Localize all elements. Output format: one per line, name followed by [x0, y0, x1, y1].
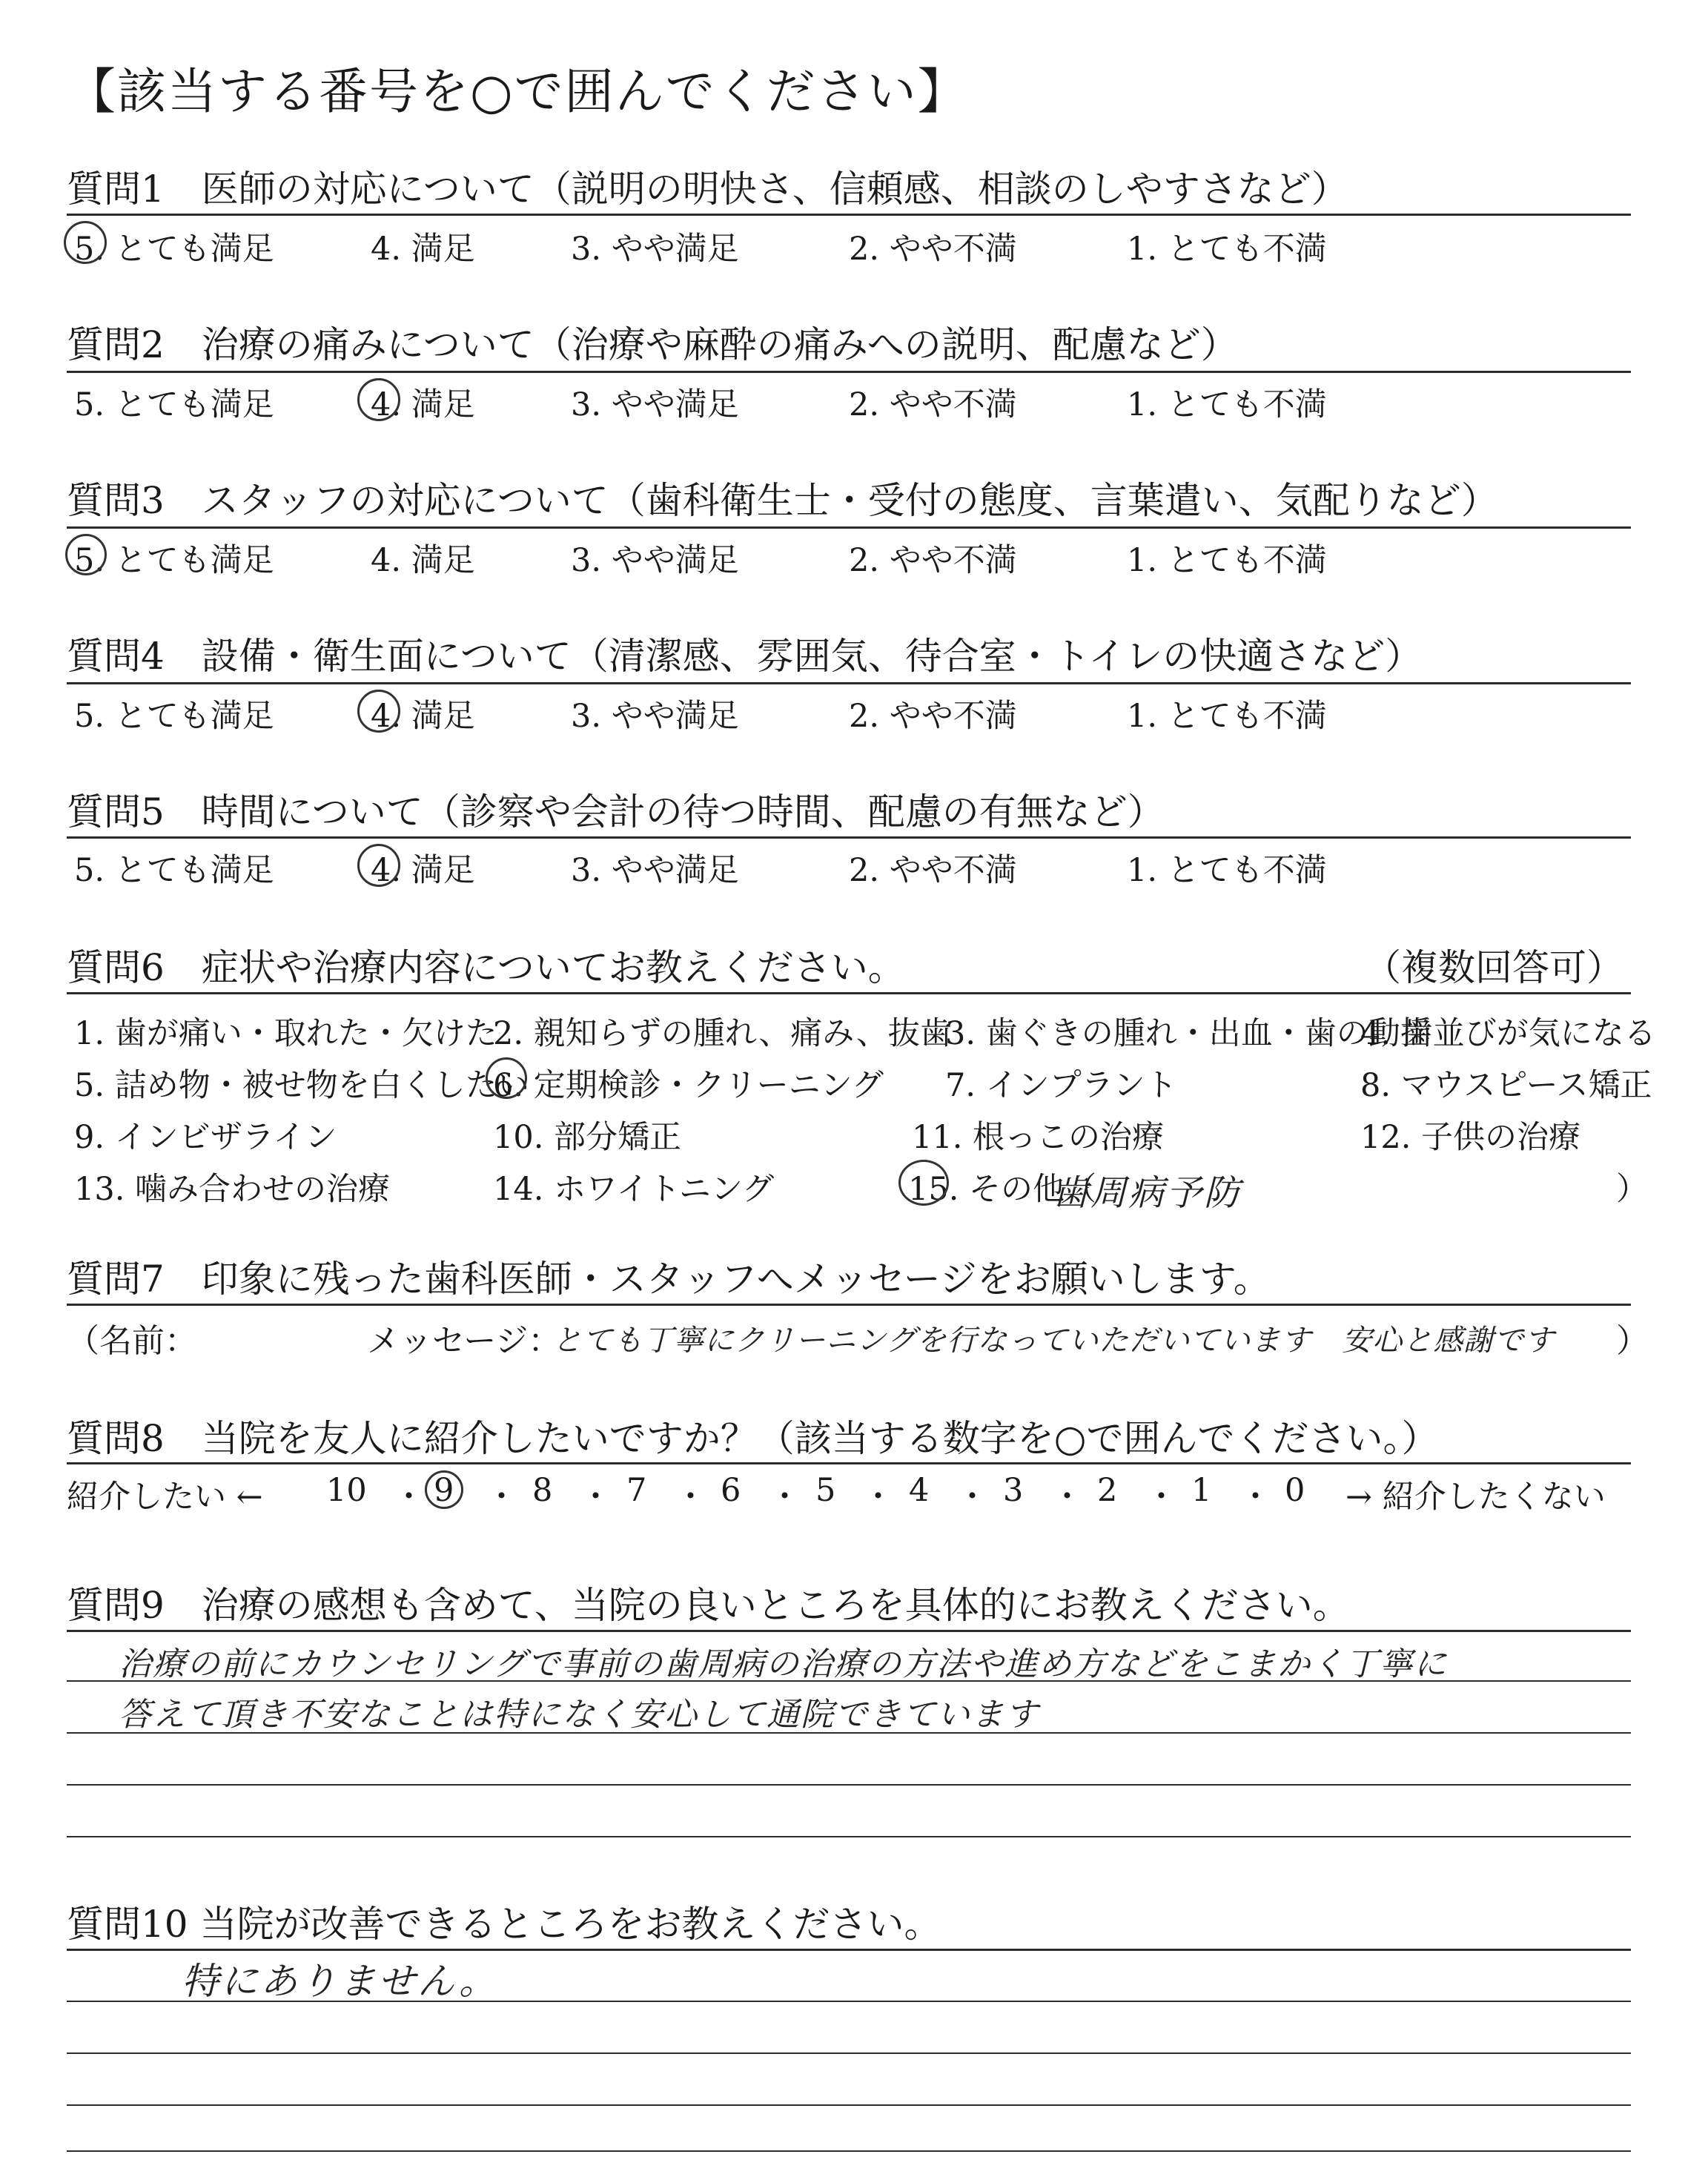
- q10-answer: 特にありません。: [182, 1960, 498, 2003]
- q1-option-5[interactable]: 5. とても満足: [74, 231, 274, 268]
- answer-line: [67, 2052, 1631, 2054]
- q6-item-2[interactable]: 2. 親知らずの腫れ、痛み、抜歯: [493, 1015, 952, 1052]
- answer-line: [67, 1784, 1631, 1786]
- q8-right-label: → 紹介したくない: [1345, 1479, 1606, 1516]
- q6-item-12[interactable]: 12. 子供の治療: [1360, 1119, 1581, 1156]
- q8-score-2[interactable]: 2: [1097, 1472, 1118, 1509]
- q8-dot: ・: [1051, 1479, 1083, 1516]
- q6-item-8[interactable]: 8. マウスピース矯正: [1360, 1067, 1652, 1104]
- q6-item-9[interactable]: 9. インビザライン: [74, 1119, 337, 1156]
- q5-option-4[interactable]: 4. 満足: [371, 852, 475, 889]
- divider: [67, 682, 1631, 684]
- q1-option-4[interactable]: 4. 満足: [371, 231, 475, 268]
- q8-score-10[interactable]: 10: [326, 1472, 367, 1509]
- q5-option-1[interactable]: 1. とても不満: [1127, 852, 1327, 889]
- q8-dot: ・: [862, 1479, 894, 1516]
- q8-score-7[interactable]: 7: [626, 1472, 647, 1509]
- q5-option-3[interactable]: 3. やや満足: [571, 852, 739, 889]
- q2-option-5[interactable]: 5. とても満足: [74, 386, 274, 423]
- answer-line: [67, 2104, 1631, 2106]
- q6-item-1[interactable]: 1. 歯が痛い・取れた・欠けた: [74, 1015, 497, 1052]
- divider: [67, 526, 1631, 529]
- q3-title: 質問3 スタッフの対応について（歯科衛生士・受付の態度、言葉遣い、気配りなど）: [67, 479, 1498, 522]
- selection-circle: [357, 378, 400, 421]
- divider: [67, 992, 1631, 994]
- q6-item-4[interactable]: 4. 歯並びが気になる: [1360, 1015, 1656, 1052]
- q6-item-6[interactable]: 6. 定期検診・クリーニング: [493, 1067, 884, 1104]
- q6-item-15[interactable]: 15. その他（: [908, 1171, 1097, 1208]
- q8-score-1[interactable]: 1: [1191, 1472, 1212, 1509]
- q2-option-1[interactable]: 1. とても不満: [1127, 386, 1327, 423]
- q4-title: 質問4 設備・衛生面について（清潔感、雰囲気、待合室・トイレの快適さなど）: [67, 635, 1423, 678]
- q2-option-2[interactable]: 2. やや不満: [849, 386, 1017, 423]
- q6-close-paren: ）: [1616, 1171, 1648, 1208]
- q5-option-5[interactable]: 5. とても満足: [74, 852, 274, 889]
- selection-circle: [65, 534, 107, 575]
- q2-title: 質問2 治療の痛みについて（治療や麻酔の痛みへの説明、配慮など）: [67, 323, 1238, 366]
- q9-answer-line-1: 治療の前にカウンセリングで事前の歯周病の治療の方法や進め方などをこまかく丁寧に: [119, 1645, 1449, 1683]
- q6-item-10[interactable]: 10. 部分矯正: [493, 1119, 682, 1156]
- selection-circle: [357, 844, 400, 887]
- selection-circle: [357, 690, 400, 733]
- q6-other-answer: 歯周病予防: [1053, 1172, 1242, 1214]
- q8-dot: ・: [1239, 1479, 1271, 1516]
- q4-option-4[interactable]: 4. 満足: [371, 698, 475, 735]
- selection-circle: [425, 1470, 463, 1509]
- divider: [67, 1304, 1631, 1306]
- q6-item-11[interactable]: 11. 根っこの治療: [912, 1119, 1165, 1156]
- q8-left-label: 紹介したい ←: [67, 1479, 263, 1516]
- q3-option-3[interactable]: 3. やや満足: [571, 542, 739, 579]
- q1-option-3[interactable]: 3. やや満足: [571, 231, 739, 268]
- q2-option-3[interactable]: 3. やや満足: [571, 386, 739, 423]
- answer-line: [67, 1949, 1631, 1951]
- q8-dot: ・: [956, 1479, 988, 1516]
- q3-option-4[interactable]: 4. 満足: [371, 542, 475, 579]
- q6-item-13[interactable]: 13. 噛み合わせの治療: [74, 1171, 391, 1208]
- q8-score-9[interactable]: 9: [434, 1472, 454, 1509]
- q1-title: 質問1 医師の対応について（説明の明快さ、信頼感、相談のしやすさなど）: [67, 168, 1348, 211]
- q8-title: 質問8 当院を友人に紹介したいですか？（該当する数字を○で囲んでください。）: [67, 1417, 1439, 1460]
- q8-score-4[interactable]: 4: [909, 1472, 930, 1509]
- q1-option-2[interactable]: 2. やや不満: [849, 231, 1017, 268]
- q7-title: 質問7 印象に残った歯科医師・スタッフへメッセージをお願いします。: [67, 1258, 1271, 1301]
- q4-option-3[interactable]: 3. やや満足: [571, 698, 739, 735]
- selection-circle: [64, 221, 107, 264]
- q6-item-14[interactable]: 14. ホワイトニング: [493, 1171, 775, 1208]
- q6-item-5[interactable]: 5. 詰め物・被せ物を白くしたい: [74, 1067, 529, 1104]
- q8-dot: ・: [486, 1479, 517, 1516]
- q8-score-6[interactable]: 6: [721, 1472, 741, 1509]
- divider: [67, 836, 1631, 839]
- q8-dot: ・: [393, 1479, 425, 1516]
- q3-option-2[interactable]: 2. やや不満: [849, 542, 1017, 579]
- q3-option-5[interactable]: 5. とても満足: [74, 542, 274, 579]
- q4-option-2[interactable]: 2. やや不満: [849, 698, 1017, 735]
- q5-option-2[interactable]: 2. やや不満: [849, 852, 1017, 889]
- q8-dot: ・: [675, 1479, 706, 1516]
- q2-option-4[interactable]: 4. 満足: [371, 386, 475, 423]
- q6-item-7[interactable]: 7. インプラント: [945, 1067, 1177, 1104]
- divider: [67, 371, 1631, 373]
- q1-option-1[interactable]: 1. とても不満: [1127, 231, 1327, 268]
- q7-message-answer: とても丁寧にクリーニングを行なっていただいています 安心と感謝です: [552, 1324, 1555, 1358]
- answer-line: [67, 2150, 1631, 2152]
- q5-title: 質問5 時間について（診察や会計の待つ時間、配慮の有無など）: [67, 790, 1165, 833]
- q6-title: 質問6 症状や治療内容についてお教えください。: [67, 946, 905, 989]
- divider: [67, 214, 1631, 216]
- q8-dot: ・: [580, 1479, 612, 1516]
- q6-note: （複数回答可）: [1364, 946, 1623, 989]
- divider: [67, 1462, 1631, 1464]
- q8-score-5[interactable]: 5: [815, 1472, 836, 1509]
- q10-title: 質問10 当院が改善できるところをお教えください。: [67, 1903, 941, 1946]
- q6-item-3[interactable]: 3. 歯ぐきの腫れ・出血・歯の動揺: [945, 1015, 1432, 1052]
- page-header: 【該当する番号を○で囲んでください】: [67, 63, 968, 120]
- q7-name-label: （名前：: [67, 1322, 197, 1360]
- q9-title: 質問9 治療の感想も含めて、当院の良いところを具体的にお教えください。: [67, 1584, 1350, 1627]
- selection-circle: [486, 1057, 527, 1099]
- q9-answer-line-2: 答えて頂き不安なことは特になく安心して通院できています: [119, 1696, 1039, 1734]
- q8-dot: ・: [769, 1479, 801, 1516]
- q8-score-3[interactable]: 3: [1003, 1472, 1024, 1509]
- q7-message-label: メッセージ：: [367, 1322, 561, 1360]
- q8-score-0[interactable]: 0: [1285, 1472, 1305, 1509]
- selection-circle: [898, 1160, 949, 1206]
- q3-option-1[interactable]: 1. とても不満: [1127, 542, 1327, 579]
- q8-dot: ・: [1145, 1479, 1177, 1516]
- q4-option-5[interactable]: 5. とても満足: [74, 698, 274, 735]
- answer-line: [67, 1630, 1631, 1632]
- answer-line: [67, 1836, 1631, 1837]
- q7-close-paren: ）: [1616, 1322, 1649, 1360]
- q4-option-1[interactable]: 1. とても不満: [1127, 698, 1327, 735]
- q8-score-8[interactable]: 8: [532, 1472, 553, 1509]
